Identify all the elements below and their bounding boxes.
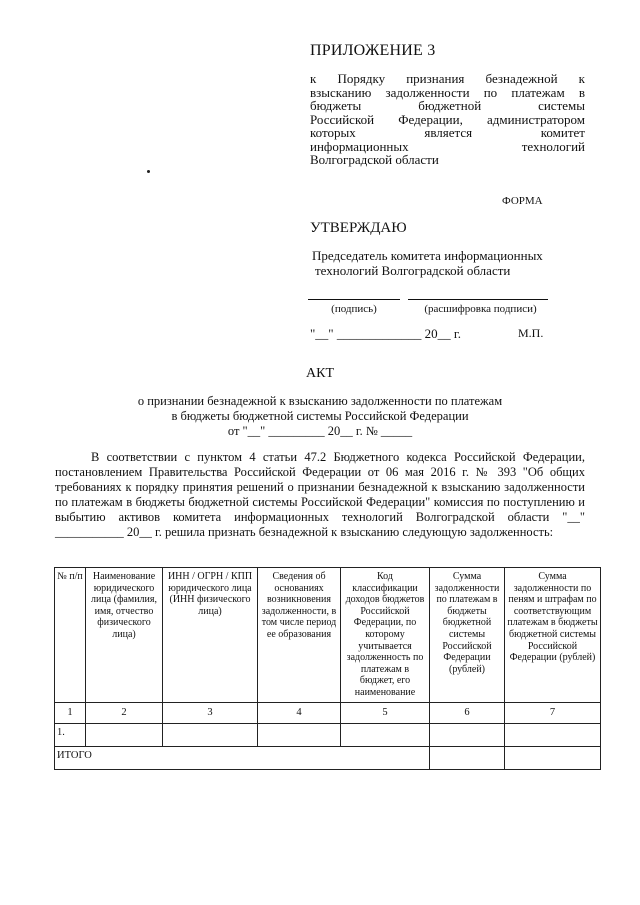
column-number: 3 <box>163 702 258 723</box>
total-debt-cell <box>430 746 505 769</box>
decoding-caption: (расшифровка подписи) <box>424 303 537 315</box>
column-number: 6 <box>430 702 505 723</box>
column-number: 5 <box>341 702 430 723</box>
chair-title <box>312 248 572 278</box>
table-cell <box>163 723 258 746</box>
appendix-line: информационных технологий <box>310 138 585 154</box>
debt-table <box>54 567 601 770</box>
table-cell <box>258 723 341 746</box>
table-cell <box>341 723 430 746</box>
header-cell: № п/п <box>55 568 86 703</box>
table-cell <box>86 723 163 746</box>
act-body-text: В соответствии с пунктом 4 статьи 47.2 Бюджетного кодекса Российской Федерации, постановлением Правительства Российской Федерации от 06 мая 2016 г. № 393 "Об общих требованиях к порядку принятия решений о признании безнадежной к взысканию задолженности по платежам в бюджеты бюджетной системы Российской Федерации" комиссия по поступлению и выбытию активов комитета информационных технологий Волгоградской области "__" ___________ 20__ г. решила признать безнадежной к взысканию следующую задолженность: <box>55 450 585 539</box>
column-number: 7 <box>505 702 601 723</box>
column-number: 2 <box>86 702 163 723</box>
signature-caption: (подпись) <box>331 303 377 315</box>
total-label: ИТОГО <box>55 746 430 769</box>
appendix-line: бюджеты бюджетной системы <box>310 98 585 113</box>
appendix-line: которых является комитет <box>310 125 585 140</box>
appendix-line: Волгоградской области <box>310 152 439 167</box>
header-cell: Код классификации доходов бюджетов Российской Федерации, по которому учитывается задолженность по платежам в бюджет, его наименование <box>341 568 430 703</box>
row-number: 1. <box>55 723 86 746</box>
act-subtitle-line: в бюджеты бюджетной системы Российской Федерации <box>171 409 469 423</box>
decoding-line <box>408 299 548 300</box>
appendix-title: ПРИЛОЖЕНИЕ 3 <box>310 42 436 59</box>
appendix-line: Российской Федерации, администратором <box>310 111 585 127</box>
chair-line: Председатель комитета информационных <box>312 248 543 263</box>
table-cell <box>505 723 601 746</box>
header-cell: ИНН / ОГРН / КПП юридического лица (ИНН физического лица) <box>163 568 258 703</box>
stamp-label: М.П. <box>518 326 544 340</box>
act-subtitle-line: о признании безнадежной к взысканию задолженности по платежам <box>137 394 503 408</box>
table-cell <box>430 723 505 746</box>
approval-date: "__" _____________ 20__ г. <box>310 326 461 341</box>
column-number: 1 <box>55 702 86 723</box>
header-cell: Наименование юридического лица (фамилия, имя, отчество физического лица) <box>86 568 163 703</box>
header-cell: Сумма задолженности по платежам в бюджеты бюджетной системы Российской Федерации (рублей) <box>430 568 505 703</box>
header-cell: Сведения об основаниях возникновения задолженности, в том числе период ее образования <box>258 568 341 703</box>
signature-line <box>308 299 400 300</box>
appendix-line: взысканию задолженности по платежам в <box>310 84 585 100</box>
chair-line: технологий Волгоградской области <box>315 263 511 278</box>
column-number: 4 <box>258 702 341 723</box>
act-body-paragraph <box>55 450 585 540</box>
header-cell: Сумма задолженности по пеням и штрафам по соответствующим платежам в бюджеты бюджетной системы Российской Федерации (рублей) <box>505 568 601 703</box>
approve-title: УТВЕРЖДАЮ <box>310 220 407 236</box>
act-title: АКТ <box>306 366 334 381</box>
column-number-row <box>55 702 601 723</box>
appendix-line: к Порядку признания безнадежной к <box>310 71 585 86</box>
act-subtitle <box>0 394 640 439</box>
form-label: ФОРМА <box>502 195 543 207</box>
table-header-row <box>55 568 601 703</box>
act-subtitle-line: от "__" _________ 20__ г. № _____ <box>227 424 413 438</box>
table-row <box>55 723 601 746</box>
scan-dot <box>147 170 150 173</box>
total-row <box>55 746 601 769</box>
total-penalty-cell <box>505 746 601 769</box>
appendix-reference <box>310 72 585 167</box>
